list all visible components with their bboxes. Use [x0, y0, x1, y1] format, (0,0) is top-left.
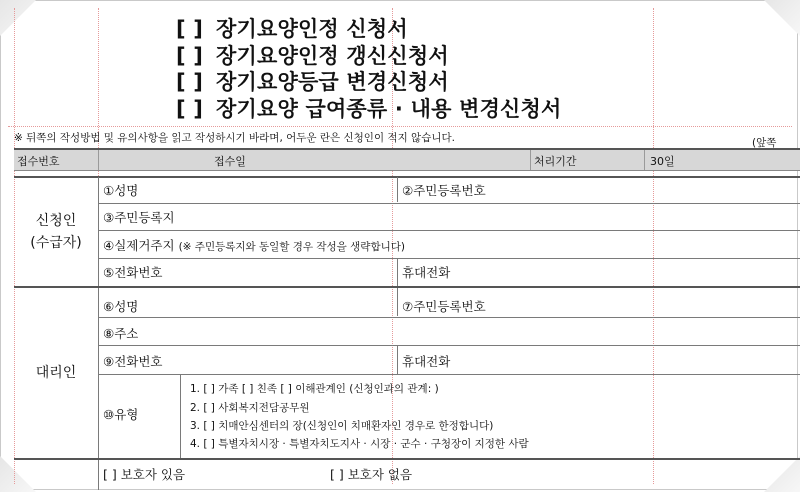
margin-guide [8, 126, 792, 127]
agent-type-option[interactable]: 2. [ ] 사회복지전담공무원 [190, 402, 310, 414]
agent-mobile-field[interactable]: 휴대전화 [402, 354, 451, 369]
residence-note: (※ 주민등록지와 동일할 경우 작성을 생략합니다) [178, 241, 405, 253]
column-divider [397, 177, 398, 202]
column-divider [98, 288, 99, 458]
title-text: 장기요양 급여종류 · 내용 변경신청서 [216, 96, 562, 121]
applicant-residence-field[interactable] [103, 236, 405, 254]
residence-label: ④실제거주지 [103, 238, 175, 253]
row-divider [98, 230, 800, 231]
agent-phone-field[interactable]: ⑨전화번호 [103, 354, 163, 369]
checkbox-bracket[interactable]: [ ] [176, 96, 204, 121]
checkbox-bracket[interactable]: [ ] [176, 17, 204, 41]
section-border [14, 458, 800, 460]
receipt-date-label: 접수일 [214, 155, 246, 168]
column-divider [397, 259, 398, 286]
column-divider [397, 346, 398, 374]
form-titles [176, 16, 562, 122]
row-divider [98, 258, 800, 259]
title-text: 장기요양등급 변경신청서 [216, 70, 449, 94]
divider [644, 150, 645, 170]
processing-period-label: 처리기간 [534, 155, 577, 168]
title-text: 장기요양인정 신청서 [216, 17, 408, 41]
applicant-resident-number-field[interactable]: ②주민등록번호 [402, 183, 486, 198]
title-text: 장기요양인정 갱신신청서 [216, 43, 449, 68]
column-divider [180, 375, 181, 458]
processing-period-value: 30일 [650, 155, 675, 168]
applicant-address-field[interactable]: ③주민등록지 [103, 210, 175, 225]
agent-resident-number-field[interactable]: ⑦주민등록번호 [402, 299, 486, 314]
row-divider [98, 374, 800, 375]
page-side-label: (앞쪽 [752, 137, 777, 149]
agent-name-field[interactable]: ⑥성명 [103, 299, 139, 314]
divider [98, 150, 99, 170]
column-divider [397, 288, 398, 316]
notice-text: ※ 뒤쪽의 작성방법 및 유의사항을 읽고 작성하시기 바라며, 어두운 란은 신청인이 적지 않습니다. [14, 132, 455, 144]
title-line [176, 16, 562, 43]
applicant-section-label [14, 210, 98, 254]
applicant-name-field[interactable]: ①성명 [103, 183, 139, 198]
agent-type-option[interactable]: 1. [ ] 가족 [ ] 친족 [ ] 이해관계인 (신청인과의 관계: ) [190, 383, 439, 395]
agent-section-label: 대리인 [35, 365, 77, 381]
agent-address-field[interactable]: ⑧주소 [103, 326, 139, 341]
applicant-mobile-field[interactable]: 휴대전화 [402, 265, 451, 280]
title-line [176, 96, 562, 123]
title-line [176, 43, 562, 70]
title-line [176, 69, 562, 96]
checkbox-bracket[interactable]: [ ] [176, 70, 204, 94]
section-border [14, 286, 800, 288]
section-border [14, 176, 800, 178]
guardian-absent-checkbox[interactable]: [ ] 보호자 없음 [330, 467, 413, 482]
column-divider [98, 177, 99, 286]
row-divider [98, 345, 800, 346]
receipt-number-label: 접수번호 [17, 155, 60, 168]
receipt-bar [14, 150, 800, 171]
row-divider [98, 317, 800, 318]
row-divider [98, 203, 800, 204]
divider [530, 150, 531, 170]
column-divider [98, 460, 99, 490]
margin-guide [653, 8, 654, 484]
applicant-label: 신청인 [35, 213, 77, 229]
applicant-phone-field[interactable]: ⑤전화번호 [103, 265, 163, 280]
agent-type-option[interactable]: 3. [ ] 치매안심센터의 장(신청인이 치매환자인 경우로 한정합니다) [190, 420, 494, 432]
checkbox-bracket[interactable]: [ ] [176, 43, 204, 68]
applicant-sublabel: (수급자) [30, 235, 82, 251]
agent-type-label: ⑩유형 [103, 407, 139, 422]
agent-type-option[interactable]: 4. [ ] 특별자치시장 · 특별자치도지사 · 시장 · 군수 · 구청장이 지정한 사람 [190, 438, 529, 450]
guardian-present-checkbox[interactable]: [ ] 보호자 있음 [103, 467, 186, 482]
